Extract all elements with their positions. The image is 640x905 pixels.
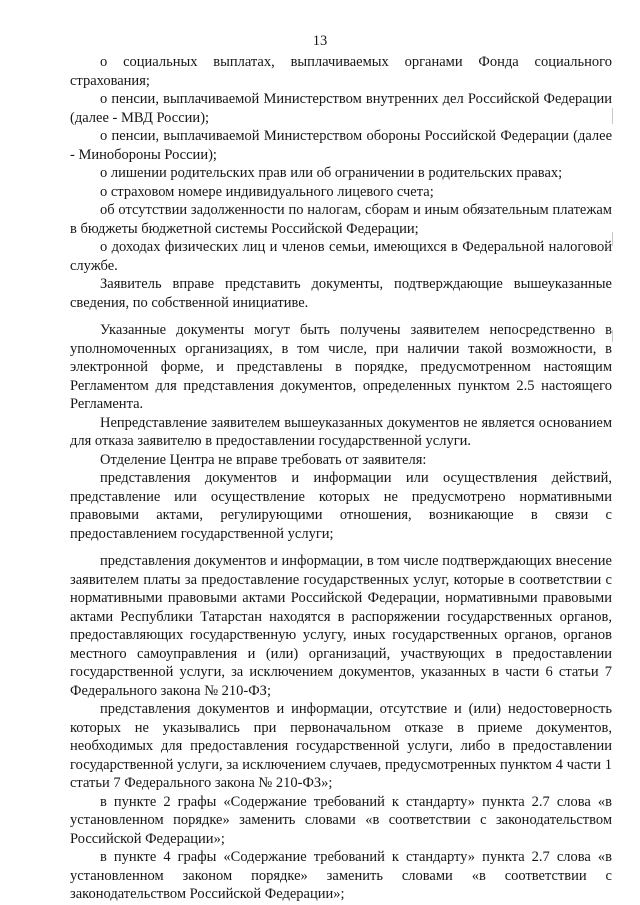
scan-edge-mark [612,330,613,342]
paragraph: Непредставление заявителем вышеуказанных документов не является основанием для отказа заявителю в предоставлении государственной услуги. [70,414,612,449]
paragraph: о страховом номере индивидуального лицевого счета; [100,183,434,200]
paragraph: Указанные документы могут быть получены заявителем непосредственно в уполномоченных организациях, в том числе, при наличии такой возможности, в электронной форме, и представлены в порядке, предусмотренном настоящим Регламентом для представления документов, определенных пунктом 2.5 настоящего Регламента. [70,322,612,412]
paragraph: Заявитель вправе представить документы, подтверждающие вышеуказанные сведения, по собственной инициативе. [70,276,612,311]
paragraph: о лишении родительских прав или об ограничении в родительских правах; [100,165,563,181]
paragraph: о доходах физических лиц и членов семьи, имеющихся в Федеральной налоговой службе. [70,239,612,274]
paragraph: о социальных выплатах, выплачиваемых органами Фонда социального страхования; [70,54,612,89]
paragraph: представления документов и информации или осуществления действий, представление или осуществление которых не предусмотрено нормативными правовыми актами, регулирующими отношения, возникающие в связи с предоставлением государственной услуги; [70,470,612,542]
paragraph: представления документов и информации, отсутствие и (или) недостоверность которых не указывались при первоначальном отказе в приеме документов, необходимых для предоставления государственной услуги, либо в предоставлении государственной услуги, за исключением случаев, предусмотренных пунктом 4 части 1 статьи 7 Федерального закона № 210-ФЗ»; [70,701,612,791]
paragraph: о пенсии, выплачиваемой Министерством обороны Российской Федерации (далее - Минобороны России); [70,128,612,163]
page-number: 13 [312,33,328,49]
paragraph: в пункте 4 графы «Содержание требований к стандарту» пункта 2.7 слова «в установленном законом порядке» заменить словами «в соответствии с законодательством Российской Федерации»; [70,849,612,902]
paragraph: о пенсии, выплачиваемой Министерством внутренних дел Российской Федерации (далее - МВД России); [70,91,612,126]
scan-edge-mark [612,232,613,246]
paragraph: Отделение Центра не вправе требовать от заявителя: [100,451,427,468]
paragraph: об отсутствии задолженности по налогам, сборам и иным обязательным платежам в бюджеты бюджетной системы Российской Федерации; [70,202,612,237]
scan-edge-mark [612,108,613,124]
paragraph: в пункте 2 графы «Содержание требований к стандарту» пункта 2.7 слова «в установленном порядке» заменить словами «в соответствии с законодательством Российской Федерации»; [70,793,612,847]
document-body [70,53,612,904]
paragraph: представления документов и информации, в том числе подтверждающих внесение заявителем платы за предоставление государственных услуг, которые в соответствии с нормативными правовыми актами Российской Федерации, нормативными правовыми актами Республики Татарстан находятся в распоряжении государственных органов, предоставляющих государственную услугу, иных государственных органов, органов местного самоуправления и (или) организаций, участвующих в предоставлении государственной услуги, за исключением документов, указанных в части 6 статьи 7 Федерального закона № 210-ФЗ; [70,553,612,699]
